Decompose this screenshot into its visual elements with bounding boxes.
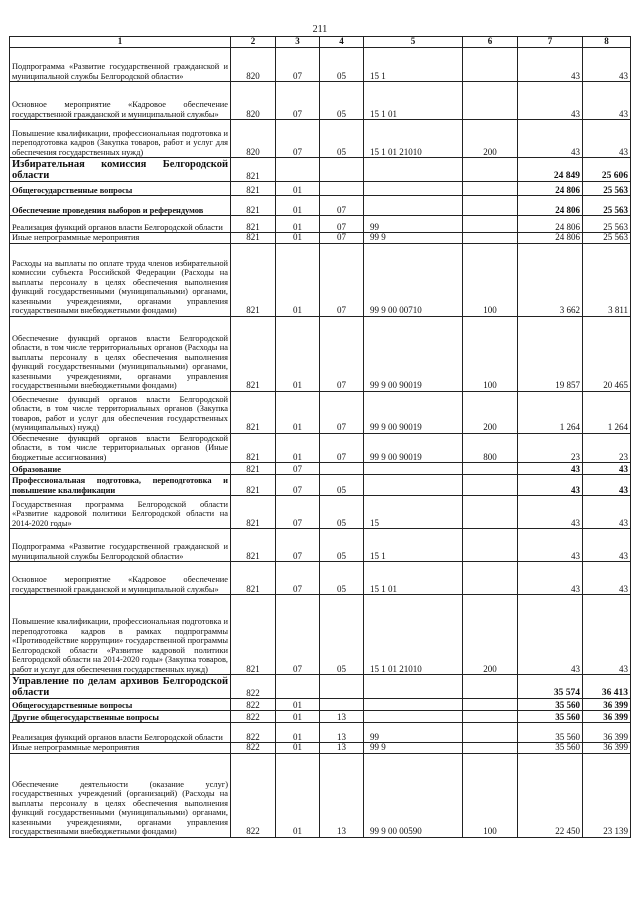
target-article-code: 99: [364, 216, 463, 233]
target-article-code: [364, 699, 463, 711]
subsection-code: 07: [320, 233, 364, 244]
amount-year-1: 35 560: [518, 699, 583, 711]
section-code: 01: [276, 233, 320, 244]
expense-type-code: [463, 711, 518, 723]
expense-type-code: [463, 699, 518, 711]
expense-type-code: [463, 216, 518, 233]
expense-type-code: [463, 496, 518, 529]
section-code: 07: [276, 562, 320, 595]
ministry-code: 821: [231, 316, 276, 391]
amount-year-1: 19 857: [518, 316, 583, 391]
ministry-code: 820: [231, 82, 276, 120]
header-cell: 2: [231, 37, 276, 48]
table-row: [10, 743, 631, 754]
target-article-code: 15 1: [364, 48, 463, 82]
subsection-code: [320, 675, 364, 699]
target-article-code: [364, 463, 463, 475]
section-code: [276, 675, 320, 699]
amount-year-1: 43: [518, 120, 583, 158]
amount-year-1: 35 560: [518, 743, 583, 754]
expense-type-code: [463, 675, 518, 699]
subsection-code: 07: [320, 196, 364, 216]
section-code: 07: [276, 463, 320, 475]
amount-year-2: 43: [583, 562, 631, 595]
expense-type-code: 200: [463, 391, 518, 433]
table-row: [10, 316, 631, 391]
amount-year-2: 36 399: [583, 699, 631, 711]
amount-year-1: 35 574: [518, 675, 583, 699]
table-row: [10, 496, 631, 529]
row-name: Основное мероприятие «Кадровое обеспечение государственной гражданской и муниципальной службы»: [10, 562, 231, 595]
amount-year-1: 35 560: [518, 723, 583, 743]
table-row: [10, 48, 631, 82]
amount-year-1: 43: [518, 48, 583, 82]
amount-year-2: 43: [583, 529, 631, 562]
amount-year-2: 3 811: [583, 243, 631, 316]
header-cell: 7: [518, 37, 583, 48]
amount-year-1: 1 264: [518, 391, 583, 433]
amount-year-2: 43: [583, 48, 631, 82]
target-article-code: 15: [364, 496, 463, 529]
expense-type-code: [463, 463, 518, 475]
ministry-code: 821: [231, 475, 276, 496]
amount-year-2: 36 399: [583, 711, 631, 723]
amount-year-2: 36 399: [583, 743, 631, 754]
table-row: [10, 243, 631, 316]
target-article-code: 15 1 01: [364, 82, 463, 120]
target-article-code: 99 9: [364, 233, 463, 244]
table-row: [10, 753, 631, 837]
table-row: [10, 463, 631, 475]
target-article-code: [364, 675, 463, 699]
expense-type-code: [463, 158, 518, 182]
row-name: Общегосударственные вопросы: [10, 699, 231, 711]
table-row: [10, 182, 631, 196]
ministry-code: 822: [231, 711, 276, 723]
amount-year-1: 24 806: [518, 216, 583, 233]
header-cell: 3: [276, 37, 320, 48]
subsection-code: 13: [320, 723, 364, 743]
amount-year-1: 24 806: [518, 196, 583, 216]
ministry-code: 822: [231, 675, 276, 699]
header-cell: 6: [463, 37, 518, 48]
ministry-code: 821: [231, 463, 276, 475]
row-name: Образование: [10, 463, 231, 475]
table-row: [10, 158, 631, 182]
target-article-code: 15 1 01 21010: [364, 595, 463, 675]
table-row: [10, 82, 631, 120]
subsection-code: 05: [320, 120, 364, 158]
amount-year-2: 1 264: [583, 391, 631, 433]
amount-year-2: 25 563: [583, 216, 631, 233]
row-name: Избирательная комиссия Белгородской области: [10, 158, 231, 182]
amount-year-1: 43: [518, 562, 583, 595]
row-name: Другие общегосударственные вопросы: [10, 711, 231, 723]
amount-year-1: 22 450: [518, 753, 583, 837]
amount-year-1: 43: [518, 475, 583, 496]
row-name: Повышение квалификации, профессиональная подготовка и переподготовка кадров в рамках подпрограммы «Противодействие коррупции» государственной программы Белгородской области «Развитие кадровой политики Белгородской области на 2014-2020 годы» (Закупка товаров, работ и услуг для обеспечения государственных нужд): [10, 595, 231, 675]
ministry-code: 821: [231, 216, 276, 233]
row-name: Обеспечение деятельности (оказание услуг) государственных учреждений (организаций) (Расходы на выплаты персоналу в целях обеспечения выполнения функций государственными (муниципальными) органами, казенными учреждениями, органами управления государственными внебюджетными фондами): [10, 753, 231, 837]
ministry-code: 822: [231, 743, 276, 754]
subsection-code: 07: [320, 316, 364, 391]
target-article-code: 99 9 00 90019: [364, 316, 463, 391]
row-name: Государственная программа Белгородской области «Развитие кадровой политики Белгородской области на 2014-2020 годы»: [10, 496, 231, 529]
amount-year-1: 43: [518, 496, 583, 529]
amount-year-1: 3 662: [518, 243, 583, 316]
row-name: Иные непрограммные мероприятия: [10, 233, 231, 244]
section-code: 01: [276, 433, 320, 463]
target-article-code: [364, 196, 463, 216]
amount-year-1: 43: [518, 82, 583, 120]
section-code: 07: [276, 82, 320, 120]
target-article-code: 15 1 01 21010: [364, 120, 463, 158]
row-name: Подпрограмма «Развитие государственной гражданской и муниципальной службы Белгородской области»: [10, 48, 231, 82]
header-cell: 1: [10, 37, 231, 48]
section-code: 01: [276, 316, 320, 391]
amount-year-1: 24 806: [518, 233, 583, 244]
section-code: 01: [276, 699, 320, 711]
row-name: Обеспечение функций органов власти Белгородской области, в том числе территориальных органов (Иные бюджетные ассигнования): [10, 433, 231, 463]
amount-year-2: 25 606: [583, 158, 631, 182]
subsection-code: [320, 158, 364, 182]
subsection-code: 13: [320, 711, 364, 723]
section-code: 01: [276, 743, 320, 754]
table-row: [10, 699, 631, 711]
amount-year-1: 43: [518, 529, 583, 562]
section-code: 07: [276, 48, 320, 82]
amount-year-2: 43: [583, 82, 631, 120]
section-code: 01: [276, 243, 320, 316]
amount-year-1: 35 560: [518, 711, 583, 723]
header-cell: 4: [320, 37, 364, 48]
row-name: Управление по делам архивов Белгородской области: [10, 675, 231, 699]
budget-table: [9, 36, 631, 838]
subsection-code: 07: [320, 243, 364, 316]
ministry-code: 821: [231, 496, 276, 529]
header-cell: 5: [364, 37, 463, 48]
subsection-code: 05: [320, 48, 364, 82]
subsection-code: 07: [320, 391, 364, 433]
table-row: [10, 196, 631, 216]
expense-type-code: [463, 529, 518, 562]
expense-type-code: [463, 475, 518, 496]
table-row: [10, 529, 631, 562]
ministry-code: 822: [231, 753, 276, 837]
table-row: [10, 433, 631, 463]
target-article-code: [364, 182, 463, 196]
target-article-code: 99 9 00 90019: [364, 391, 463, 433]
subsection-code: 07: [320, 216, 364, 233]
section-code: 01: [276, 711, 320, 723]
ministry-code: 821: [231, 182, 276, 196]
target-article-code: 99 9: [364, 743, 463, 754]
section-code: 07: [276, 120, 320, 158]
ministry-code: 822: [231, 723, 276, 743]
subsection-code: [320, 463, 364, 475]
amount-year-2: 25 563: [583, 182, 631, 196]
amount-year-2: 43: [583, 496, 631, 529]
row-name: Обеспечение проведения выборов и референдумов: [10, 196, 231, 216]
amount-year-1: 43: [518, 463, 583, 475]
amount-year-2: 43: [583, 463, 631, 475]
expense-type-code: 800: [463, 433, 518, 463]
ministry-code: 821: [231, 158, 276, 182]
ministry-code: 821: [231, 233, 276, 244]
ministry-code: 821: [231, 243, 276, 316]
expense-type-code: [463, 233, 518, 244]
expense-type-code: [463, 562, 518, 595]
amount-year-1: 24 849: [518, 158, 583, 182]
ministry-code: 821: [231, 196, 276, 216]
ministry-code: 820: [231, 120, 276, 158]
ministry-code: 822: [231, 699, 276, 711]
ministry-code: 821: [231, 595, 276, 675]
section-code: 01: [276, 723, 320, 743]
amount-year-2: 23 139: [583, 753, 631, 837]
row-name: Иные непрограммные мероприятия: [10, 743, 231, 754]
amount-year-2: 36 413: [583, 675, 631, 699]
ministry-code: 821: [231, 562, 276, 595]
table-row: [10, 391, 631, 433]
section-code: 07: [276, 595, 320, 675]
table-row: [10, 711, 631, 723]
table-row: [10, 562, 631, 595]
row-name: Обеспечение функций органов власти Белгородской области, в том числе территориальных органов (Закупка товаров, работ и услуг для обеспечения государственных (муниципальных) нужд): [10, 391, 231, 433]
amount-year-1: 23: [518, 433, 583, 463]
section-code: 07: [276, 529, 320, 562]
subsection-code: 05: [320, 595, 364, 675]
header-row: [10, 37, 631, 48]
row-name: Общегосударственные вопросы: [10, 182, 231, 196]
row-name: Повышение квалификации, профессиональная подготовка и переподготовка кадров (Закупка товаров, работ и услуг для обеспечения государственных нужд): [10, 120, 231, 158]
section-code: 01: [276, 753, 320, 837]
target-article-code: 99 9 00 00710: [364, 243, 463, 316]
target-article-code: 99 9 00 00590: [364, 753, 463, 837]
amount-year-1: 43: [518, 595, 583, 675]
expense-type-code: [463, 48, 518, 82]
expense-type-code: 100: [463, 243, 518, 316]
expense-type-code: 100: [463, 316, 518, 391]
row-name: Реализация функций органов власти Белгородской области: [10, 723, 231, 743]
subsection-code: [320, 182, 364, 196]
target-article-code: 15 1 01: [364, 562, 463, 595]
subsection-code: 05: [320, 496, 364, 529]
row-name: Профессиональная подготовка, переподготовка и повышение квалификации: [10, 475, 231, 496]
ministry-code: 821: [231, 391, 276, 433]
section-code: 07: [276, 475, 320, 496]
section-code: 01: [276, 216, 320, 233]
table-row: [10, 595, 631, 675]
subsection-code: 13: [320, 743, 364, 754]
target-article-code: [364, 475, 463, 496]
section-code: 01: [276, 391, 320, 433]
expense-type-code: [463, 743, 518, 754]
section-code: 01: [276, 182, 320, 196]
table-row: [10, 120, 631, 158]
expense-type-code: 100: [463, 753, 518, 837]
expense-type-code: [463, 196, 518, 216]
subsection-code: 05: [320, 82, 364, 120]
header-cell: 8: [583, 37, 631, 48]
amount-year-2: 43: [583, 475, 631, 496]
table-row: [10, 475, 631, 496]
table-row: [10, 723, 631, 743]
expense-type-code: 200: [463, 595, 518, 675]
row-name: Обеспечение функций органов власти Белгородской области, в том числе территориальных органов (Расходы на выплаты персоналу в целях обеспечения выполнения функций государственными (муниципальными) органами, казенными учреждениями, органами управления государственными внебюджетными фондами): [10, 316, 231, 391]
subsection-code: 13: [320, 753, 364, 837]
expense-type-code: [463, 82, 518, 120]
target-article-code: 99: [364, 723, 463, 743]
amount-year-2: 23: [583, 433, 631, 463]
table-row: [10, 233, 631, 244]
subsection-code: [320, 699, 364, 711]
target-article-code: [364, 711, 463, 723]
ministry-code: 820: [231, 48, 276, 82]
amount-year-2: 25 563: [583, 233, 631, 244]
target-article-code: [364, 158, 463, 182]
amount-year-1: 24 806: [518, 182, 583, 196]
amount-year-2: 25 563: [583, 196, 631, 216]
section-code: 01: [276, 196, 320, 216]
row-name: Реализация функций органов власти Белгородской области: [10, 216, 231, 233]
target-article-code: 15 1: [364, 529, 463, 562]
amount-year-2: 36 399: [583, 723, 631, 743]
ministry-code: 821: [231, 433, 276, 463]
table-row: [10, 675, 631, 699]
table-body: [10, 37, 631, 838]
subsection-code: 05: [320, 562, 364, 595]
subsection-code: 05: [320, 475, 364, 496]
ministry-code: 821: [231, 529, 276, 562]
row-name: Расходы на выплаты по оплате труда членов избирательной комиссии субъекта Российской Федерации (Расходы на выплаты персоналу в целях обеспечения выполнения функций государственными (муниципальными) органами, казенными учреждениями, органами управления государственными внебюджетными фондами): [10, 243, 231, 316]
page-number: 211: [312, 24, 328, 35]
expense-type-code: [463, 182, 518, 196]
subsection-code: 05: [320, 529, 364, 562]
section-code: [276, 158, 320, 182]
expense-type-code: 200: [463, 120, 518, 158]
table-row: [10, 216, 631, 233]
row-name: Подпрограмма «Развитие государственной гражданской и муниципальной службы Белгородской области»: [10, 529, 231, 562]
amount-year-2: 20 465: [583, 316, 631, 391]
section-code: 07: [276, 496, 320, 529]
subsection-code: 07: [320, 433, 364, 463]
amount-year-2: 43: [583, 120, 631, 158]
row-name: Основное мероприятие «Кадровое обеспечение государственной гражданской и муниципальной службы»: [10, 82, 231, 120]
expense-type-code: [463, 723, 518, 743]
amount-year-2: 43: [583, 595, 631, 675]
target-article-code: 99 9 00 90019: [364, 433, 463, 463]
